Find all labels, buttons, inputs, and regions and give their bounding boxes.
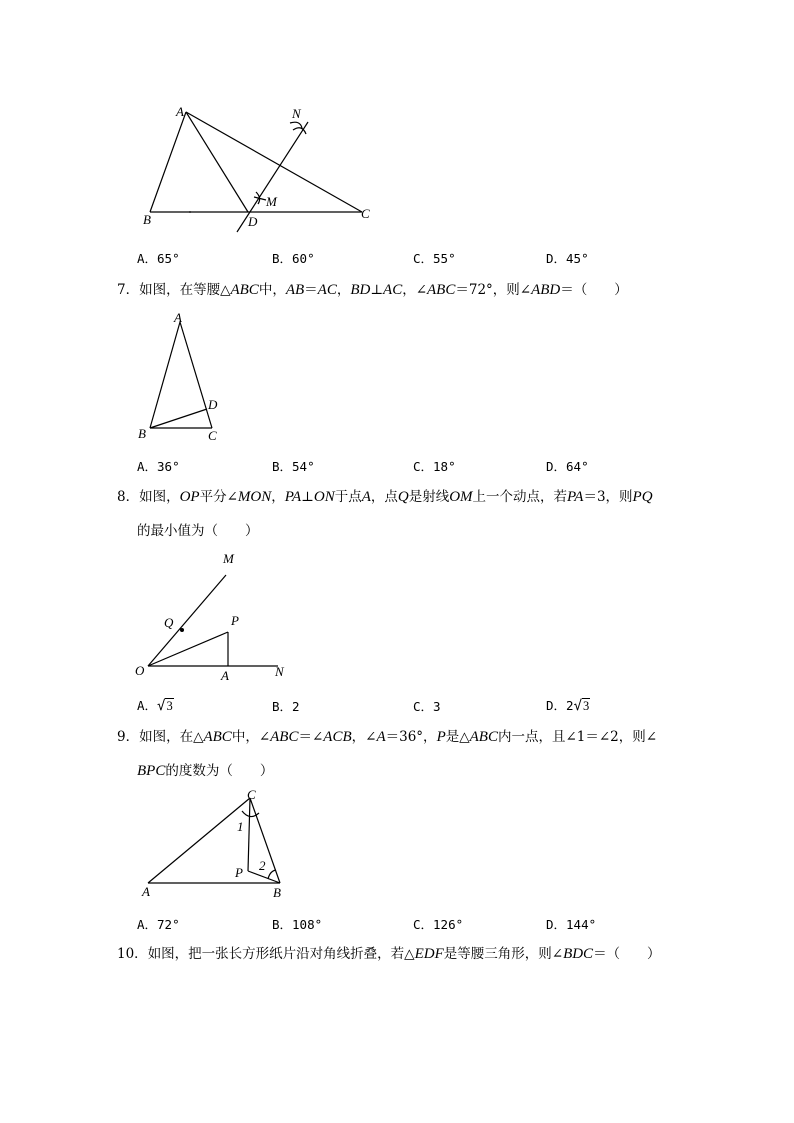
q7-segment-bd xyxy=(150,409,207,428)
q6-label-a: A xyxy=(176,104,184,119)
q6-segment-ad xyxy=(186,112,248,212)
q7-segment-ab xyxy=(150,322,180,428)
q9-stem: 9．如图，在△ABC中，∠ABC＝∠ACB，∠A＝36°，P是△ABC内一点，且∠1＝∠2，则∠ xyxy=(117,729,658,745)
q7-option-d[interactable]: D．64° xyxy=(546,459,589,474)
q7-label-d: D xyxy=(208,397,218,412)
q6-option-c[interactable]: C．55° xyxy=(413,251,456,266)
q6-arc-n2 xyxy=(290,122,302,128)
q8-label-q: Q xyxy=(164,615,174,630)
q8-stem-line2: 的最小值为（ ） xyxy=(137,523,259,539)
q7-label-a: A xyxy=(174,310,182,325)
q10-stem: 10．如图，把一张长方形纸片沿对角线折叠，若△EDF是等腰三角形，则∠BDC＝（ ） xyxy=(117,946,661,962)
q6-option-a[interactable]: A．65° xyxy=(137,251,180,266)
q9-label-b: B xyxy=(273,885,281,900)
q6-figure xyxy=(130,100,390,240)
q9-option-d[interactable]: D．144° xyxy=(546,917,597,932)
q6-label-d: D xyxy=(248,214,258,229)
q8-label-m: M xyxy=(223,551,234,566)
q8-figure xyxy=(130,545,300,685)
q9-angle-2-arc xyxy=(268,870,276,879)
q8-label-o: O xyxy=(135,663,145,678)
q7-stem: 7．如图，在等腰△ABC中，AB＝AC，BD⊥AC，∠ABC＝72°，则∠ABD＝（ ） xyxy=(117,282,628,298)
q9-figure xyxy=(130,783,300,908)
q6-label-b: B xyxy=(143,212,151,227)
q6-label-n: N xyxy=(292,106,301,121)
q8-option-a[interactable]: A．√3 xyxy=(137,698,173,714)
q9-label-1: 1 xyxy=(237,819,244,834)
q9-stem-line2: BPC的度数为（ ） xyxy=(137,763,274,779)
q9-label-2: 2 xyxy=(259,858,266,873)
q7-option-a[interactable]: A．36° xyxy=(137,459,180,474)
q8-label-n: N xyxy=(275,664,284,679)
q9-option-a[interactable]: A．72° xyxy=(137,917,180,932)
q7-label-b: B xyxy=(138,426,146,441)
q7-figure xyxy=(130,308,240,448)
q9-label-p: P xyxy=(235,865,243,880)
q9-segment-cp xyxy=(248,798,250,871)
q6-segment-ab xyxy=(150,112,186,212)
q8-option-c[interactable]: C．3 xyxy=(413,699,441,714)
q9-label-c: C xyxy=(247,787,256,802)
q7-option-c[interactable]: C．18° xyxy=(413,459,456,474)
q8-segment-op xyxy=(148,632,228,666)
q9-option-c[interactable]: C．126° xyxy=(413,917,464,932)
q8-option-d[interactable]: D．2√3 xyxy=(546,698,590,714)
q8-stem: 8．如图，OP平分∠MON，PA⊥ON于点A，点Q是射线OM上一个动点，若PA＝3，则PQ xyxy=(117,489,653,505)
q6-option-b[interactable]: B．60° xyxy=(272,251,315,266)
q6-label-m: M xyxy=(266,194,277,209)
q6-option-d[interactable]: D．45° xyxy=(546,251,589,266)
q9-option-b[interactable]: B．108° xyxy=(272,917,323,932)
q8-ray-om xyxy=(148,575,226,666)
q8-option-b[interactable]: B．2 xyxy=(272,699,300,714)
q7-option-b[interactable]: B．54° xyxy=(272,459,315,474)
q8-label-a: A xyxy=(221,668,229,683)
q8-label-p: P xyxy=(231,613,239,628)
q7-label-c: C xyxy=(208,428,217,443)
q6-label-c: C xyxy=(361,206,370,221)
q9-label-a: A xyxy=(142,884,150,899)
q8-point-q xyxy=(180,628,184,632)
